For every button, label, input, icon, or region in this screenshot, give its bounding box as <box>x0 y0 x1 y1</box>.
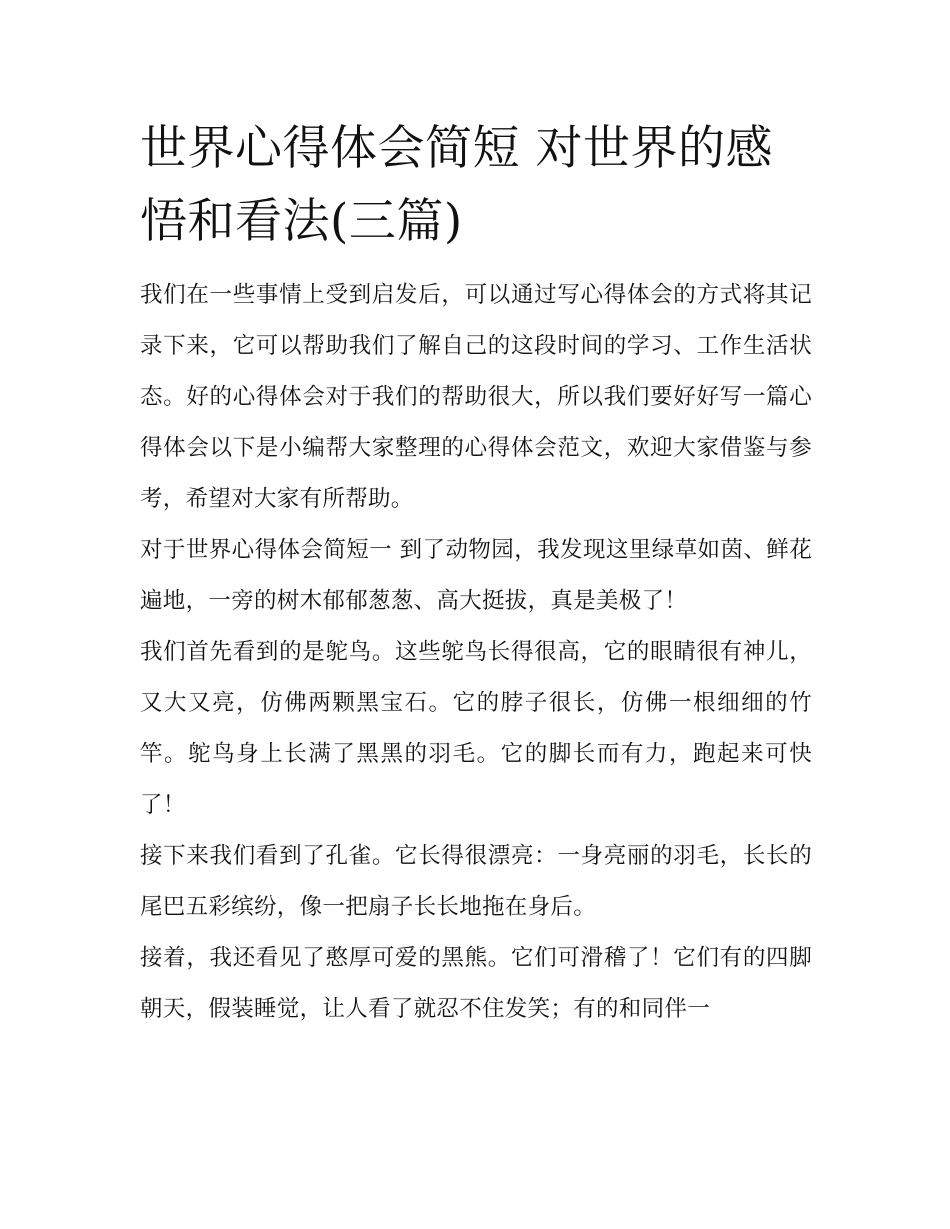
paragraph-intro: 我们在一些事情上受到启发后，可以通过写心得体会的方式将其记录下来，它可以帮助我们了解自己的这段时间的学习、工作生活状态。好的心得体会对于我们的帮助很大，所以我们要好好写一篇心得体会以下是小编帮大家整理的心得体会范文，欢迎大家借鉴与参考，希望对大家有所帮助。 <box>140 282 812 512</box>
paragraph-black-bear: 接着，我还看见了憨厚可爱的黑熊。它们可滑稽了！它们有的四脚朝天，假装睡觉，让人看了就忍不住发笑；有的和同伴一 <box>140 945 812 1022</box>
paragraph-peacock: 接下来我们看到了孔雀。它长得很漂亮：一身亮丽的羽毛，长长的尾巴五彩缤纷，像一把扇子长长地拖在身后。 <box>140 843 812 920</box>
document-page <box>140 112 812 1035</box>
paragraph-ostrich: 我们首先看到的是鸵鸟。这些鸵鸟长得很高，它的眼睛很有神儿，又大又亮，仿佛两颗黑宝石。它的脖子很长，仿佛一根细细的竹竿。鸵鸟身上长满了黑黑的羽毛。它的脚长而有力，跑起来可快了！ <box>140 639 812 818</box>
paragraph-zoo-arrival: 对于世界心得体会简短一 到了动物园，我发现这里绿草如茵、鲜花遍地，一旁的树木郁郁葱葱、高大挺拔，真是美极了！ <box>140 537 812 614</box>
document-title: 世界心得体会简短 对世界的感悟和看法(三篇) <box>140 121 773 249</box>
